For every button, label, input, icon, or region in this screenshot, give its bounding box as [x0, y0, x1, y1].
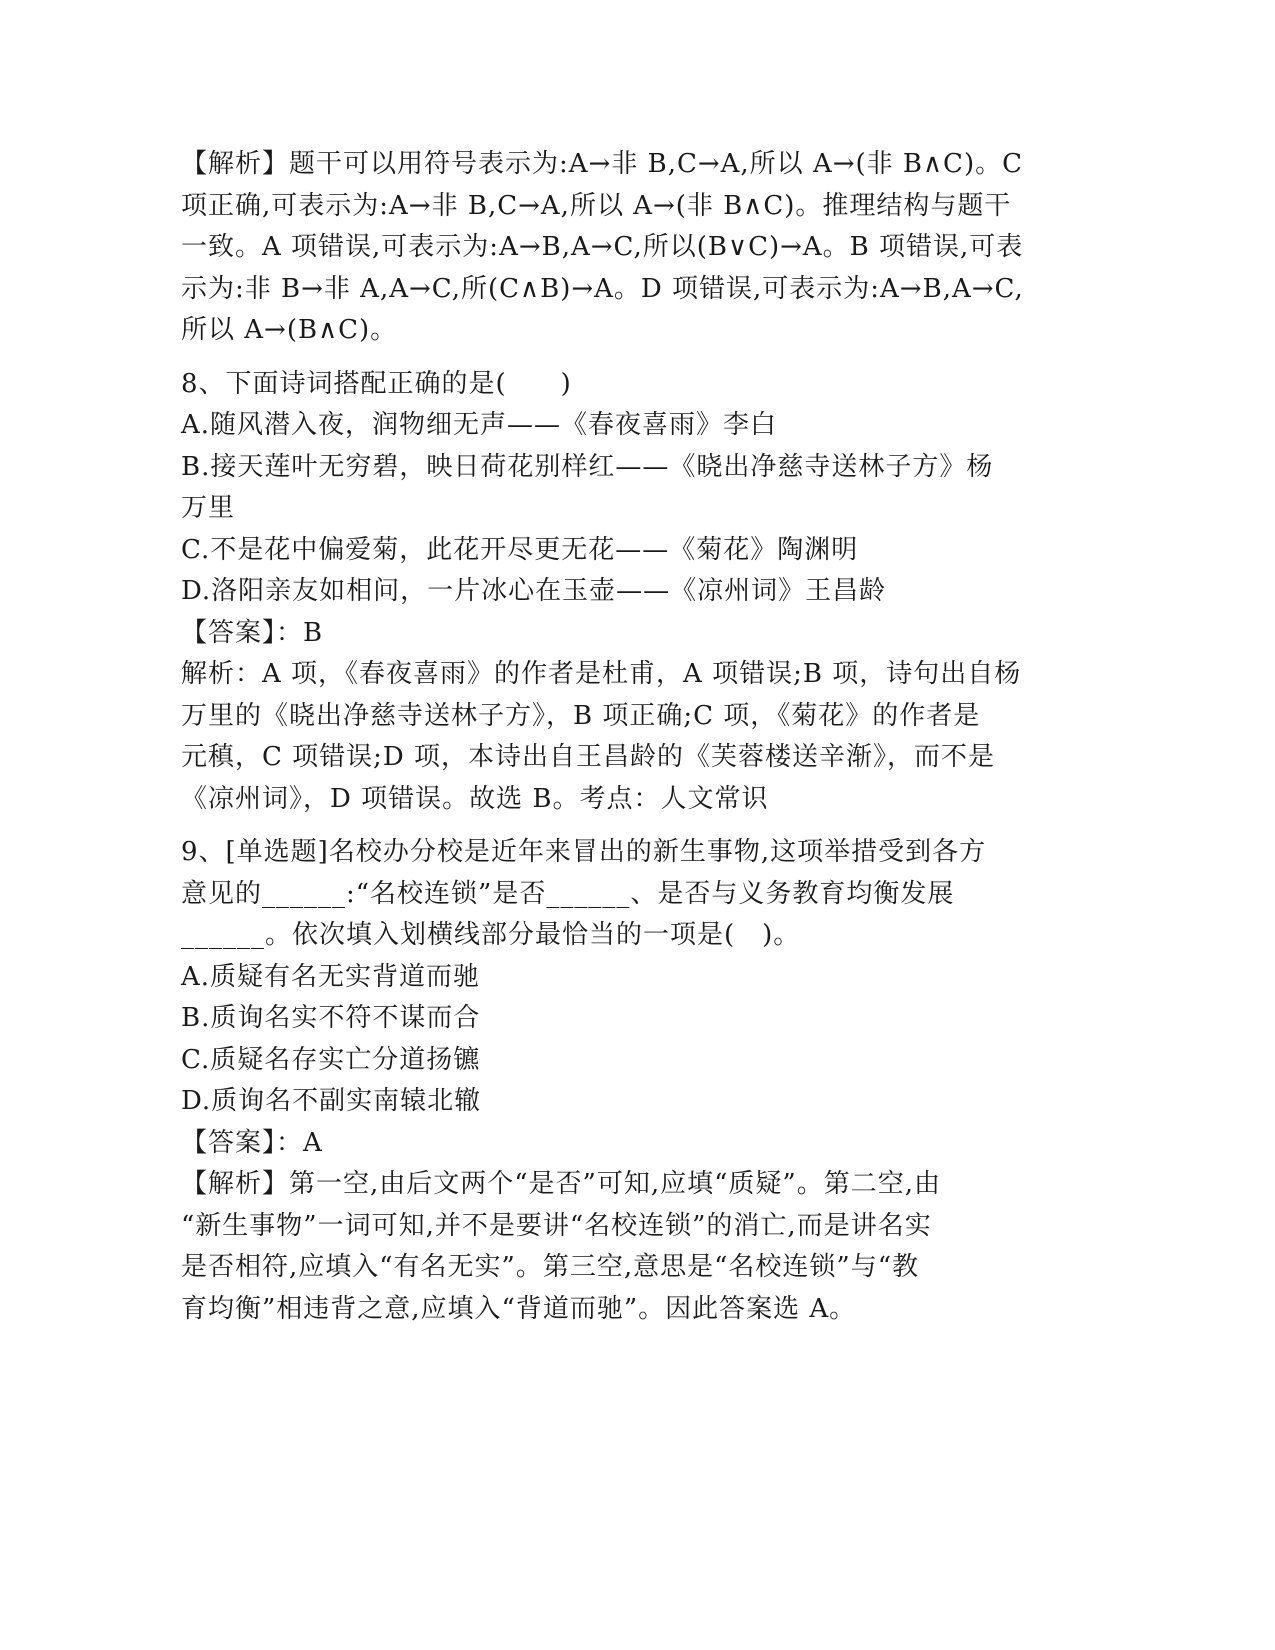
- q7-analysis-line: 一致。A 项错误,可表示为:A→B,A→C,所以(B∨C)→A。B 项错误,可表: [181, 232, 1024, 262]
- question-9: [181, 832, 1041, 1330]
- q9-option: B.质询名实不符不谋而合: [181, 1003, 481, 1033]
- q8-analysis-line: 《凉州词》，D 项错误。故选 B。考点：人文常识: [181, 783, 769, 814]
- q9-option: D.质询名不副实南辕北辙: [181, 1086, 482, 1116]
- q9-analysis-line: 【解析】第一空,由后文两个“是否”可知,应填“质疑”。第二空,由: [181, 1169, 941, 1199]
- q8-analysis-line: 万里的《晓出净慈寺送林子方》，B 项正确;C 项，《菊花》的作者是: [181, 700, 981, 731]
- q8-option: A.随风潜入夜，润物细无声——《春夜喜雨》李白: [181, 410, 778, 440]
- q7-analysis-line: 【解析】题干可以用符号表示为:A→非 B,C→A,所以 A→(非 B∧C)。C: [181, 149, 1023, 179]
- q7-analysis: [181, 144, 1041, 352]
- q9-answer: 【答案】：A: [181, 1127, 323, 1158]
- question-9-stem: ______。依次填入划横线部分最恰当的一项是( )。: [181, 920, 801, 950]
- q8-answer: 【答案】：B: [181, 617, 324, 648]
- q8-option: 万里: [181, 493, 236, 523]
- document-page: [181, 144, 1041, 1330]
- q7-analysis-line: 示为:非 B→非 A,A→C,所(C∧B)→A。D 项错误,可表示为:A→B,A→C,: [181, 273, 1024, 304]
- q7-analysis-line: 项正确,可表示为:A→非 B,C→A,所以 A→(非 B∧C)。推理结构与题干: [181, 190, 1012, 221]
- question-8: [181, 364, 1041, 821]
- q9-option: A.质疑有名无实背道而驰: [181, 961, 481, 992]
- q9-analysis-line: 是否相符,应填入“有名无实”。第三空,意思是“名校连锁”与“教: [181, 1252, 919, 1282]
- q8-analysis-line: 元稹，C 项错误;D 项，本诗出自王昌龄的《芙蓉楼送辛渐》，而不是: [181, 742, 996, 772]
- q9-option: C.质疑名存实亡分道扬镳: [181, 1044, 481, 1075]
- q8-analysis-line: 解析：A 项，《春夜喜雨》的作者是杜甫，A 项错误;B 项，诗句出自杨: [181, 659, 1022, 689]
- q7-analysis-line: 所以 A→(B∧C)。: [181, 315, 398, 345]
- question-9-stem: 9、[单选题]名校办分校是近年来冒出的新生事物,这项举措受到各方: [181, 837, 987, 867]
- q9-analysis-line: 育均衡”相违背之意,应填入“背道而驰”。因此答案选 A。: [181, 1293, 857, 1324]
- question-8-stem: 8、下面诗词搭配正确的是( ): [181, 368, 572, 399]
- spacer: [181, 352, 1041, 364]
- spacer: [181, 820, 1041, 832]
- q9-analysis-line: “新生事物”一词可知,并不是要讲“名校连锁”的消亡,而是讲名实: [181, 1210, 932, 1241]
- q8-option: D.洛阳亲友如相问，一片冰心在玉壶——《凉州词》王昌龄: [181, 576, 887, 606]
- q8-option: B.接天莲叶无穷碧，映日荷花别样红——《晓出净慈寺送林子方》杨: [181, 451, 994, 482]
- q8-option: C.不是花中偏爱菊，此花开尽更无花——《菊花》陶渊明: [181, 534, 859, 565]
- question-9-stem: 意见的______:“名校连锁”是否______、是否与义务教育均衡发展: [181, 878, 955, 909]
